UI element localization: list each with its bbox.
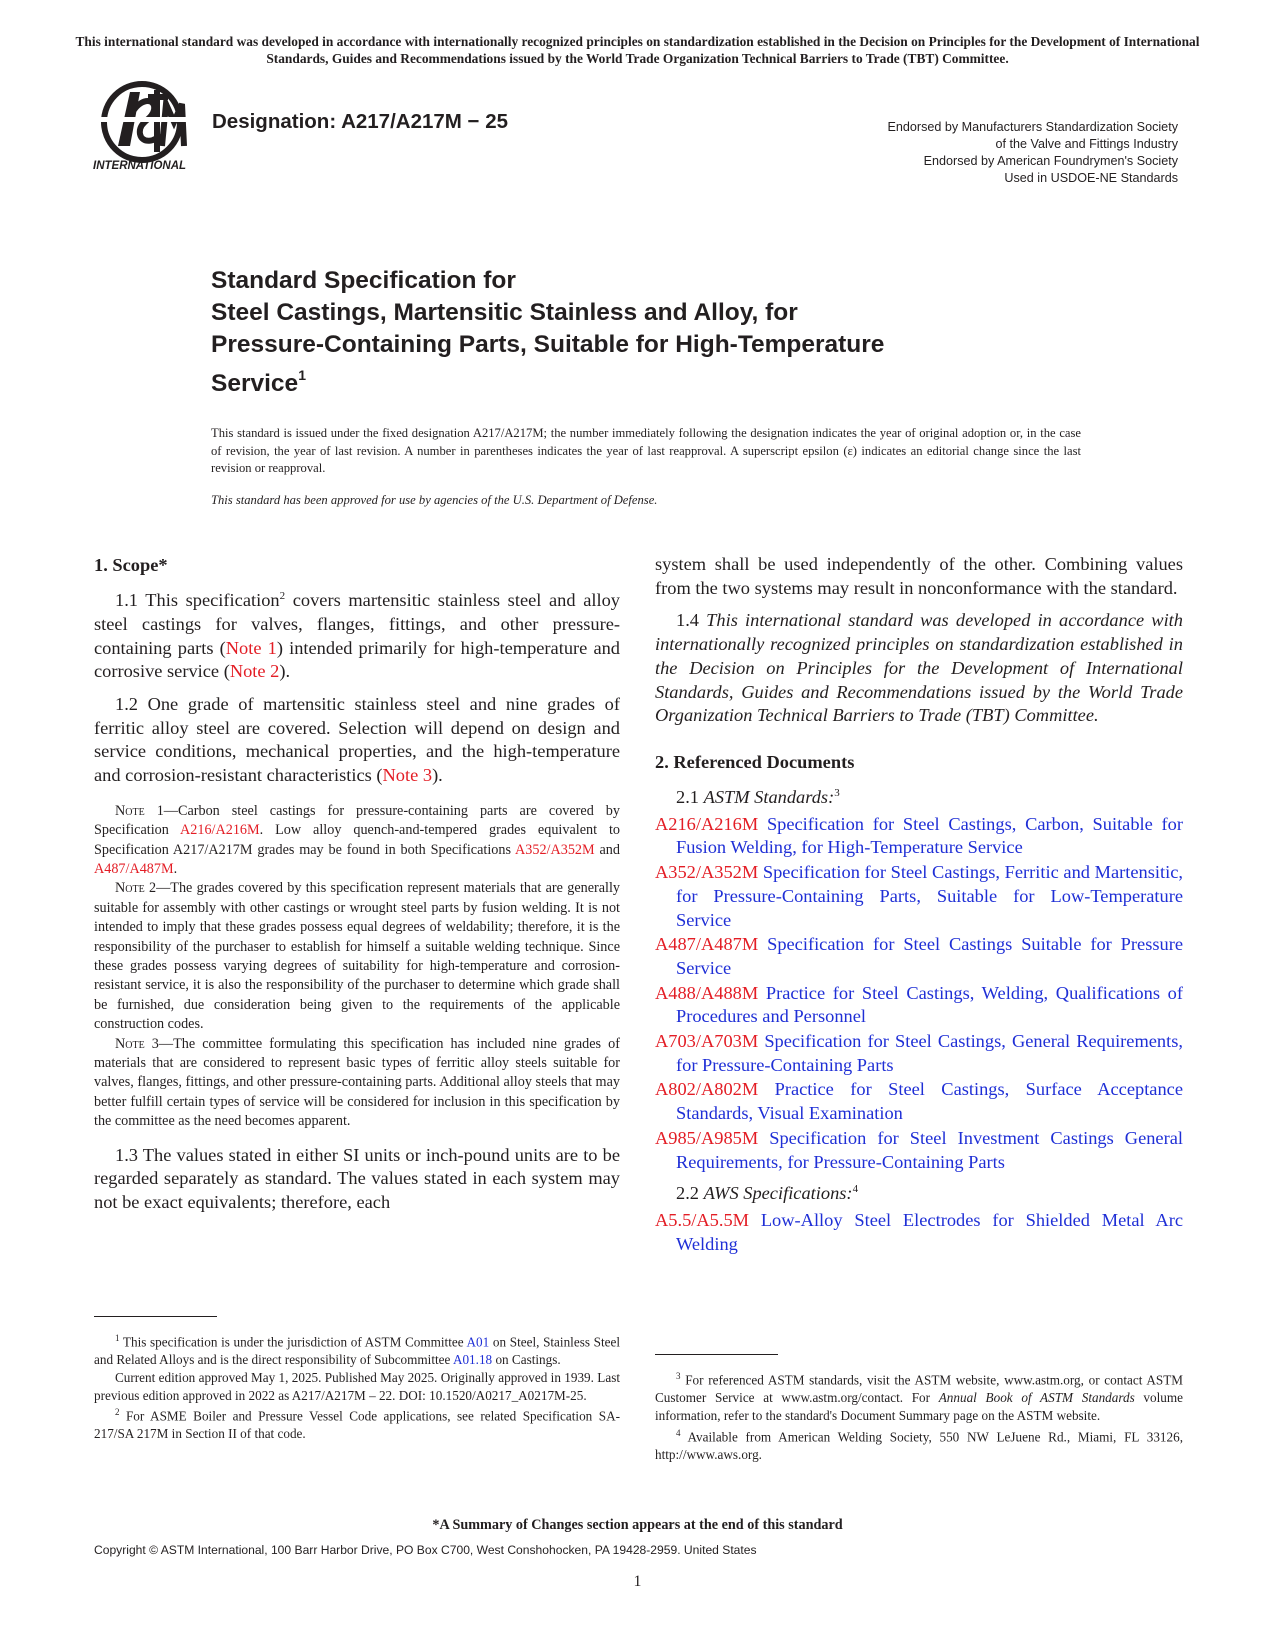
ref-a5-5[interactable] (655, 1209, 1183, 1256)
ref-code[interactable]: A985/A985M (655, 1127, 759, 1148)
text: AWS Specifications: (703, 1183, 853, 1204)
note-label: Note 1 (115, 802, 164, 819)
issuance-statement: This standard is issued under the fixed designation A217/A217M; the number immediately following the designation indicates the year of original adoption or, in the case of revision, the year of last revision. A number in parentheses indicates the year of last reapproval. A superscript epsilon (ε) indicates an editorial change since the last revision or reapproval. (211, 426, 1081, 475)
footnote-mark: 3 (676, 1371, 681, 1381)
text: 2.2 (676, 1183, 704, 1204)
document-title (211, 265, 1061, 400)
note-1-link[interactable]: Note 1 (225, 637, 277, 658)
footnote-4 (655, 1425, 1183, 1464)
ref-link-a216[interactable]: A216/A216M (180, 822, 260, 839)
ref-title[interactable]: Specification for Steel Castings, Ferritic and Martensitic, for Pressure-Containing Parts, Suitable for Low-Temperature Service (676, 862, 1183, 930)
ref-title[interactable]: Practice for Steel Castings, Surface Acceptance Standards, Visual Examination (676, 1079, 1183, 1124)
wto-banner: This international standard was developed in accordance with internationally recognized principles on standardization established in the Decision on Principles for the Development of International Standards, Guides and Recommendations issued by the World Trade Organization Technical Barriers to Trade (TBT) Committee. (75, 34, 1200, 66)
text: ). (279, 661, 291, 682)
note-1 (94, 802, 620, 880)
section-heading-referenced: 2. Referenced Documents (655, 751, 855, 772)
text: ASTM Standards: (703, 787, 835, 808)
ref-a352[interactable] (655, 861, 1183, 932)
footnote-mark: 3 (834, 786, 840, 799)
text: 1.2 One grade of martensitic stainless steel and nine grades of ferritic alloy steel are covered. Selection will depend on design and service conditions, mechanical properties, and the high-temperature and corrosion-resistant characteristics ( (94, 693, 620, 786)
note-label: Note 2 (115, 880, 157, 897)
ref-code[interactable]: A352/A352M (655, 862, 759, 883)
designation: Designation: A217/A217M − 25 (212, 110, 509, 133)
footnotes-right (655, 1368, 1183, 1463)
paragraph-1-2 (94, 693, 620, 788)
text: For ASME Boiler and Pressure Vessel Code applications, see related Specification SA-217/SA 217M in Section II of that code. (94, 1408, 620, 1442)
aws-specifications-label (655, 1178, 1183, 1206)
footnote-rule (94, 1316, 217, 1317)
ref-a802[interactable] (655, 1078, 1183, 1125)
astm-standards-label (655, 782, 1183, 810)
ref-a216[interactable] (655, 813, 1183, 860)
endorsement-line: Endorsed by Manufacturers Standardization Society (887, 120, 1178, 134)
text: and (594, 841, 620, 858)
ref-code[interactable]: A703/A703M (655, 1031, 759, 1052)
ref-a487[interactable] (655, 933, 1183, 980)
footnote-3 (655, 1368, 1183, 1425)
footnotes-left (94, 1330, 620, 1443)
note-2 (94, 879, 620, 1034)
paragraph-1-3: 1.3 The values stated in either SI units or inch-pound units are to be regarded separately as standard. The values stated in each system may not be exact equivalents; therefore, each (94, 1144, 620, 1213)
footnote-mark: 2 (279, 590, 286, 602)
footnote-mark: 4 (676, 1427, 681, 1438)
notes (94, 802, 620, 1132)
endorsements (760, 119, 1178, 187)
ref-title[interactable]: Specification for Steel Investment Castings General Requirements, for Pressure-Containing Parts (676, 1127, 1183, 1172)
text: ). (432, 765, 443, 786)
text: 1.1 This specification (115, 590, 280, 611)
footnote-rule (655, 1354, 778, 1355)
ref-title[interactable]: Practice for Steel Castings, Welding, Qualifications of Procedures and Personnel (676, 982, 1183, 1027)
footnote-1 (94, 1330, 620, 1369)
text: 2.1 (676, 787, 704, 808)
ref-code[interactable]: A216/A216M (655, 813, 759, 834)
edition-note: Current edition approved May 1, 2025. Published May 2025. Originally approved in 1939. Last previous edition approved in 2022 as A217/A217M – 22. DOI: 10.1520/A0217_A0217M-25. (94, 1369, 620, 1403)
ref-code[interactable]: A487/A487M (655, 934, 759, 955)
ref-link-a352[interactable]: A352/A352M (515, 841, 595, 858)
paragraph-1-3-continued: system shall be used independently of the other. Combining values from the two systems may result in nonconformance with the standard. (655, 554, 1183, 598)
note-label: Note 3 (115, 1035, 159, 1052)
text: . (173, 860, 178, 877)
title-line: Standard Specification for (211, 267, 516, 294)
text: This international standard was developed in accordance with internationally recognized principles on standardization established in the Decision on Principles for the Development of International Standards, Guides and Recommendations issued by the World Trade Organization Technical Barriers to Trade (TBT) Committee. (655, 610, 1183, 726)
text: ) intended primarily for high-temperature and corrosive service ( (94, 637, 620, 682)
text: —Carbon steel castings for pressure-containing parts are covered by Specification (94, 802, 620, 839)
astm-logo (90, 80, 200, 190)
endorsement-line: of the Valve and Fittings Industry (995, 137, 1178, 151)
ref-code[interactable]: A802/A802M (655, 1079, 759, 1100)
footnote-mark: 4 (852, 1183, 859, 1196)
text: 1.4 (676, 610, 707, 631)
text: on Steel, Stainless Steel and Related Alloys and is the direct responsibility of Subcommittee (94, 1334, 620, 1368)
left-column (94, 553, 620, 1224)
text: Annual Book of ASTM Standards (938, 1390, 1135, 1406)
subcommittee-link[interactable]: A01.18 (452, 1352, 493, 1368)
logo-wordmark: INTERNATIONAL (93, 160, 187, 172)
text: volume information, refer to the standard's Document Summary page on the ASTM website. (655, 1390, 1183, 1423)
ref-link-a487[interactable]: A487/A487M (94, 860, 174, 877)
title-line-text: Service (211, 370, 299, 398)
ref-code[interactable]: A5.5/A5.5M (655, 1210, 750, 1231)
text: on Castings. (492, 1352, 561, 1368)
ref-title[interactable]: Low-Alloy Steel Electrodes for Shielded Metal Arc Welding (676, 1210, 1183, 1254)
text: covers martensitic stainless steel and alloy steel castings for valves, flanges, fittings, and other pressure-containing parts ( (94, 590, 620, 658)
ref-title[interactable]: Specification for Steel Castings Suitable for Pressure Service (676, 934, 1183, 978)
astm-logo-icon (90, 80, 200, 190)
ref-title[interactable]: Specification for Steel Castings, Carbon, Suitable for Fusion Welding, for High-Temperature Service (676, 813, 1183, 858)
copyright: Copyright © ASTM International, 100 Barr Harbor Drive, PO Box C700, West Conshohocken, PA 19428-2959. United States (94, 1543, 757, 1557)
note-3 (94, 1035, 620, 1132)
title-line (211, 361, 1061, 400)
text: —The grades covered by this specification represent materials that are generally suitable for assembly with other castings or wrought steel parts by fusion welding. It is not intended to imply that these grades possess equal degrees of weldability; therefore, it is the responsibility of the purchaser to establish for himself a suitable welding technique. Since these grades possess varying degrees of suitability for high-temperature and corrosion-resistant service, it is also the responsibility of the purchaser to determine which grade shall be furnished, due consideration being given to the requirements of the applicable construction codes. (94, 880, 621, 1033)
ref-code[interactable]: A488/A488M (655, 982, 759, 1003)
section-heading-scope: 1. Scope* (94, 555, 168, 575)
footnote-mark: 1 (298, 367, 306, 383)
endorsement-line: Endorsed by American Foundrymen's Society (923, 154, 1178, 168)
ref-a985[interactable] (655, 1127, 1183, 1174)
footnote-mark: 1 (115, 1333, 120, 1343)
paragraph-1-1 (94, 585, 620, 684)
endorsement-line: Used in USDOE-NE Standards (1004, 171, 1178, 185)
committee-link[interactable]: A01 (466, 1334, 490, 1350)
summary-of-changes-note: *A Summary of Changes section appears at the end of this standard (432, 1517, 843, 1533)
text: . Low alloy quench-and-tempered grades equivalent to Specification A217/A217M grades may be found in both Specifications (94, 822, 620, 858)
footnote-2 (94, 1404, 620, 1443)
text: Available from American Welding Society, 550 NW LeJuene Rd., Miami, FL 33126, http://www.aws.org. (655, 1428, 1183, 1462)
ref-a488[interactable] (655, 982, 1183, 1029)
note-2-link[interactable]: Note 2 (229, 661, 280, 682)
page-number: 1 (633, 1573, 642, 1590)
title-line: Pressure-Containing Parts, Suitable for High-Temperature (211, 331, 885, 358)
ref-a703[interactable] (655, 1030, 1183, 1077)
title-line: Steel Castings, Martensitic Stainless and Alloy, for (211, 299, 798, 326)
note-3-link[interactable]: Note 3 (382, 765, 433, 786)
right-column (655, 553, 1183, 1258)
dod-approval: This standard has been approved for use by agencies of the U.S. Department of Defense. (211, 493, 658, 507)
footnote-mark: 2 (115, 1407, 120, 1418)
text: For referenced ASTM standards, visit the ASTM website, www.astm.org, or contact ASTM Customer Service at www.astm.org/contact. For (655, 1372, 1183, 1406)
text: —The committee formulating this specification has included nine grades of materials that are considered to represent basic types of ferritic alloy steels suitable for valves, flanges, fittings, and other pressure-containing parts. Additional alloy steels that may better fulfill certain types of service will be considered for inclusion in this specification by the committee as the need becomes apparent. (94, 1035, 620, 1130)
text: This specification is under the jurisdiction of ASTM Committee (119, 1334, 467, 1350)
paragraph-1-4 (655, 609, 1183, 728)
ref-title[interactable]: Specification for Steel Castings, General Requirements, for Pressure-Containing Parts (676, 1031, 1183, 1075)
